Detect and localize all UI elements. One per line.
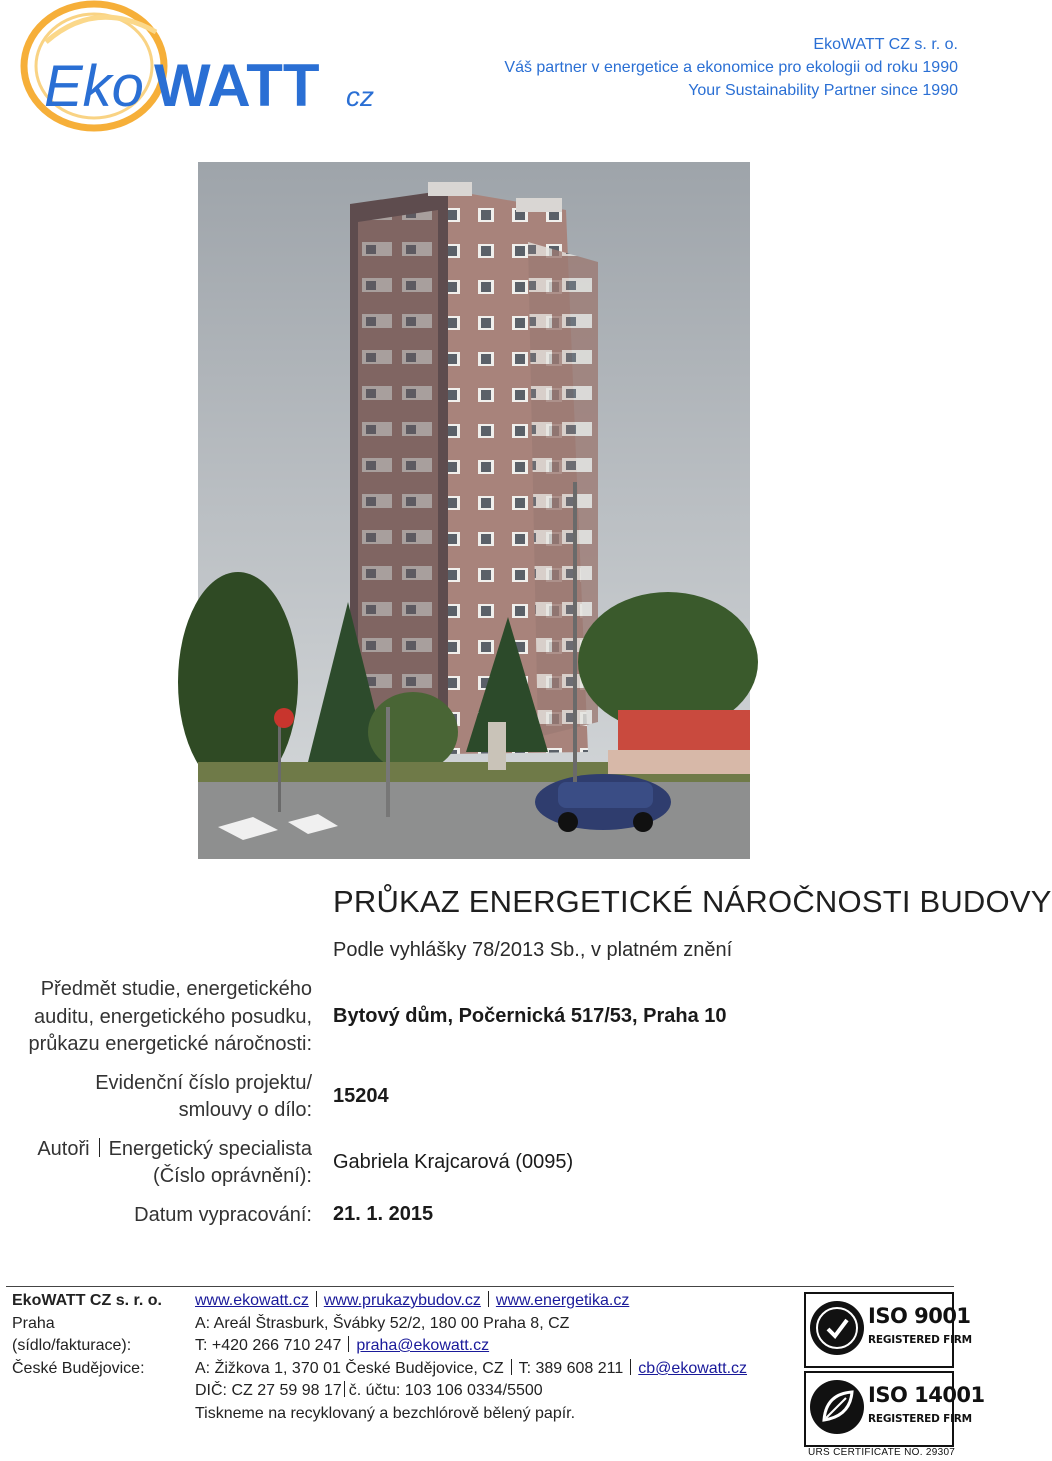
iso-14001-label: REGISTERED FIRM [868,1413,972,1425]
praha-phone: T: +420 266 710 247 [195,1337,342,1354]
iso-9001-badge [804,1292,972,1368]
logo-eko-text: Eko [44,54,144,119]
project-number-value: 15204 [333,1085,389,1107]
separator [99,1138,100,1157]
link-ekowatt[interactable]: www.ekowatt.cz [195,1292,309,1309]
separator [316,1291,317,1307]
iso-14001-number: ISO 14001 [868,1383,985,1407]
subject-label-line-1: Předmět studie, energetického [40,978,312,1000]
project-label-line-1: Evidenční číslo projektu/ [95,1072,312,1094]
separator [344,1381,345,1397]
iso-14001-badge [804,1371,985,1447]
iso-9001-number: ISO 9001 [868,1304,971,1328]
subject-value: Bytový dům, Počernická 517/53, Praha 10 [333,1005,727,1027]
document-subtitle: Podle vyhlášky 78/2013 Sb., v platném znění [333,939,733,961]
separator [511,1359,512,1375]
leaf-seal-icon [810,1380,864,1434]
building-photo [198,162,750,859]
separator [348,1336,349,1352]
header-tagline-cz: Váš partner v energetice a ekonomice pro ekologii od roku 1990 [504,59,958,76]
link-energetika[interactable]: www.energetika.cz [495,1292,630,1309]
cb-phone: T: 389 608 211 [518,1360,624,1377]
subject-label-line-3: průkazu energetické náročnosti: [28,1033,312,1055]
footer-praha-contact [195,1335,489,1358]
date-value: 21. 1. 2015 [333,1203,434,1225]
logo-cz-text: cz [346,81,374,112]
authors-label-line-2: (Číslo oprávnění): [153,1165,312,1187]
certificate-seal-icon [810,1301,864,1355]
bank-account: č. účtu: 103 106 0334/5500 [348,1382,543,1399]
header-tagline-en: Your Sustainability Partner since 1990 [688,82,958,99]
separator [488,1291,489,1307]
logo-watt-text: WATT [154,52,320,119]
dic: DIČ: CZ 27 59 98 17 [195,1382,342,1399]
link-cb-email[interactable]: cb@ekowatt.cz [638,1360,748,1377]
link-praha-email[interactable]: praha@ekowatt.cz [356,1337,490,1354]
iso-9001-label: REGISTERED FIRM [868,1334,972,1346]
footer-divider [6,1286,954,1287]
header-company: EkoWATT CZ s. r. o. [813,36,958,53]
urs-certificate-number: URS CERTIFICATE NO. 29307 [808,1447,956,1458]
footer-praha-address: A: Areál Štrasburk, Švábky 52/2, 180 00 Praha 8, CZ [195,1315,570,1332]
footer-tax-info [195,1380,543,1403]
link-prukazybudov[interactable]: www.prukazybudov.cz [323,1292,481,1309]
footer-seat-label: (sídlo/fakturace): [12,1337,132,1354]
footer-company: EkoWATT CZ s. r. o. [12,1292,162,1309]
ekowatt-logo [16,2,388,136]
project-label-line-2: smlouvy o dílo: [178,1099,312,1121]
footer-cb-label: České Budějovice: [12,1360,145,1377]
footer-paper-note: Tiskneme na recyklovaný a bezchlórově bělený papír. [195,1405,576,1422]
footer-websites [195,1290,629,1313]
footer-cb-contact [195,1358,747,1381]
cb-address: A: Žižkova 1, 370 01 České Budějovice, CZ [195,1360,504,1377]
authors-label-a: Autoři [37,1138,90,1160]
authors-value: Gabriela Krajcarová (0095) [333,1151,574,1173]
date-label: Datum vypracování: [134,1204,312,1226]
authors-label-line-1 [37,1136,312,1163]
footer-praha-label: Praha [12,1315,55,1332]
subject-label-line-2: auditu, energetického posudku, [34,1006,312,1028]
authors-label-b: Energetický specialista [108,1138,312,1160]
document-title: PRŮKAZ ENERGETICKÉ NÁROČNOSTI BUDOVY [333,884,1052,919]
separator [630,1359,631,1375]
